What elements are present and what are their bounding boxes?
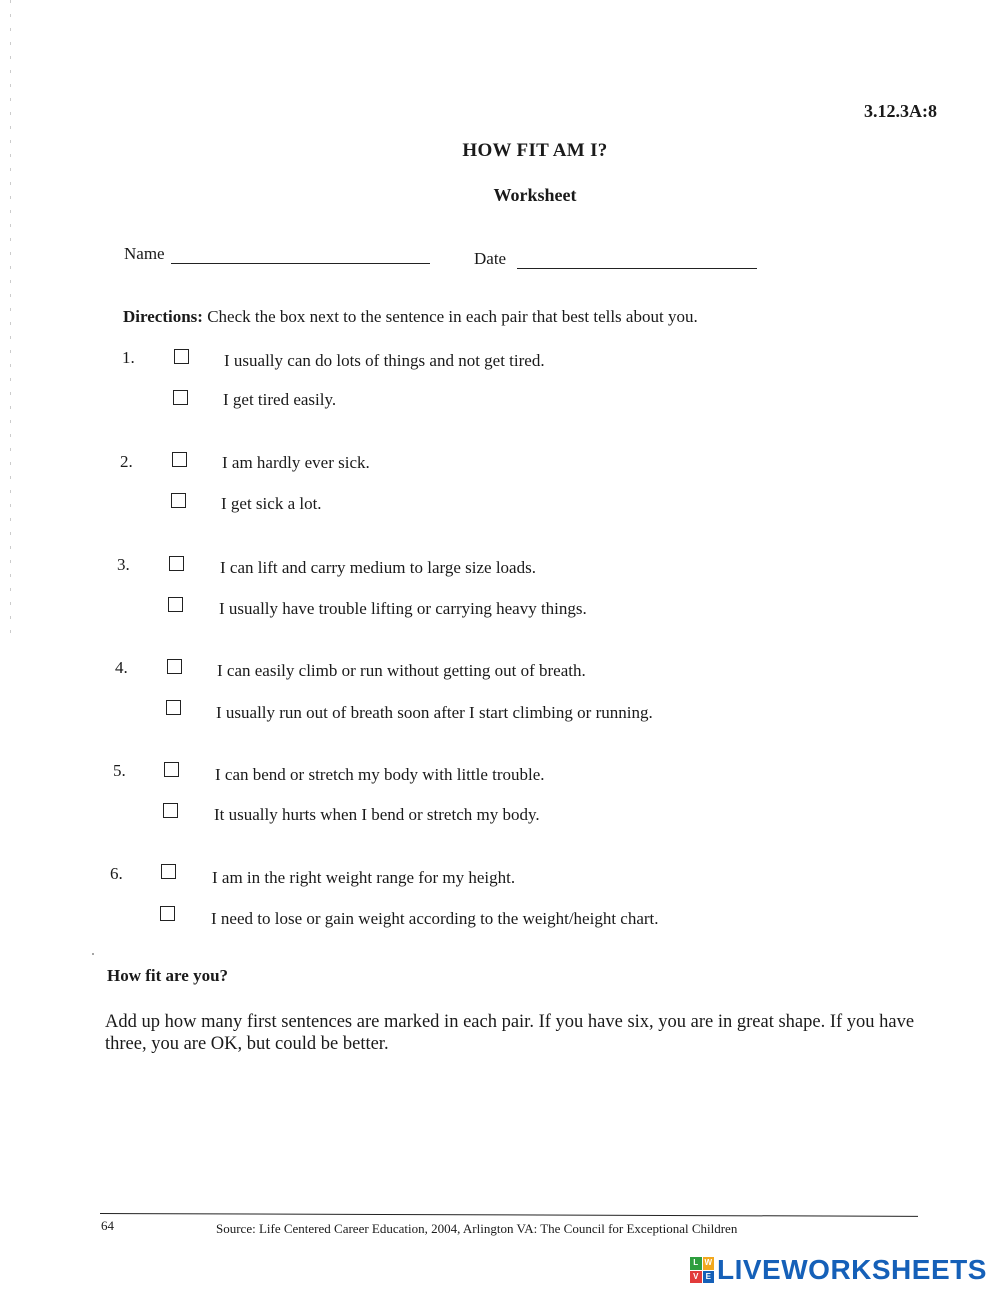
item-number: 3. <box>117 555 130 574</box>
directions-label: Directions: <box>123 307 203 326</box>
liveworksheets-logo-icon <box>690 1257 714 1283</box>
date-label: Date <box>474 249 507 268</box>
item-2-first-checkbox[interactable] <box>172 452 187 467</box>
item-number: 4. <box>115 658 128 677</box>
item-5-first-text: I can bend or stretch my body with little trouble. <box>215 765 545 784</box>
item-number: 2. <box>120 452 133 471</box>
name-label: Name <box>124 244 165 263</box>
item-4-second-text: I usually run out of breath soon after I start climbing or running. <box>216 703 653 722</box>
item-3-second-text: I usually have trouble lifting or carrying heavy things. <box>219 599 587 618</box>
directions <box>123 307 698 327</box>
item-2-second-checkbox[interactable] <box>171 493 186 508</box>
item-1-second-checkbox[interactable] <box>173 390 188 405</box>
item-3-first-checkbox[interactable] <box>169 556 184 571</box>
item-5-second-checkbox[interactable] <box>163 803 178 818</box>
item-2-first-text: I am hardly ever sick. <box>222 453 370 472</box>
name-field[interactable] <box>171 263 430 264</box>
scan-speck <box>92 953 94 955</box>
brand-name: LIVEWORKSHEETS <box>717 1254 987 1285</box>
item-number: 6. <box>110 864 123 883</box>
footer-divider <box>100 1213 918 1217</box>
source-citation: Source: Life Centered Career Education, 2004, Arlington VA: The Council for Exceptional Children <box>216 1221 738 1236</box>
item-2-second-text: I get sick a lot. <box>221 494 322 513</box>
logo-letter: L <box>690 1257 702 1270</box>
scoring-text: Add up how many first sentences are marked in each pair. If you have six, you are in great shape. If you have three, you are OK, but could be better. <box>105 1012 915 1054</box>
scoring-heading: How fit are you? <box>107 966 229 985</box>
brand-watermark[interactable] <box>690 1253 987 1287</box>
item-6-second-checkbox[interactable] <box>160 906 175 921</box>
page-number: 64 <box>101 1218 114 1233</box>
page-subtitle: Worksheet <box>493 185 577 205</box>
item-3-second-checkbox[interactable] <box>168 597 183 612</box>
date-field[interactable] <box>517 268 757 269</box>
item-4-second-checkbox[interactable] <box>166 700 181 715</box>
item-1-second-text: I get tired easily. <box>223 390 337 409</box>
item-6-first-checkbox[interactable] <box>161 864 176 879</box>
item-5-first-checkbox[interactable] <box>164 762 179 777</box>
item-6-second-text: I need to lose or gain weight according to the weight/height chart. <box>211 909 659 928</box>
logo-letter: E <box>703 1271 715 1284</box>
item-number: 1. <box>122 348 135 367</box>
item-3-first-text: I can lift and carry medium to large size loads. <box>220 558 536 577</box>
item-4-first-checkbox[interactable] <box>167 659 182 674</box>
item-6-first-text: I am in the right weight range for my height. <box>212 868 516 887</box>
item-1-first-checkbox[interactable] <box>174 349 189 364</box>
directions-text: Check the box next to the sentence in each pair that best tells about you. <box>202 307 698 326</box>
page-title: HOW FIT AM I? <box>462 140 608 161</box>
logo-letter: W <box>703 1257 715 1270</box>
item-number: 5. <box>113 761 126 780</box>
item-1-first-text: I usually can do lots of things and not get tired. <box>224 351 545 370</box>
item-5-second-text: It usually hurts when I bend or stretch my body. <box>214 805 540 824</box>
logo-letter: V <box>690 1271 702 1284</box>
scan-edge-dots <box>10 0 11 640</box>
worksheet-code: 3.12.3A:8 <box>864 101 937 121</box>
item-4-first-text: I can easily climb or run without getting out of breath. <box>217 661 586 680</box>
